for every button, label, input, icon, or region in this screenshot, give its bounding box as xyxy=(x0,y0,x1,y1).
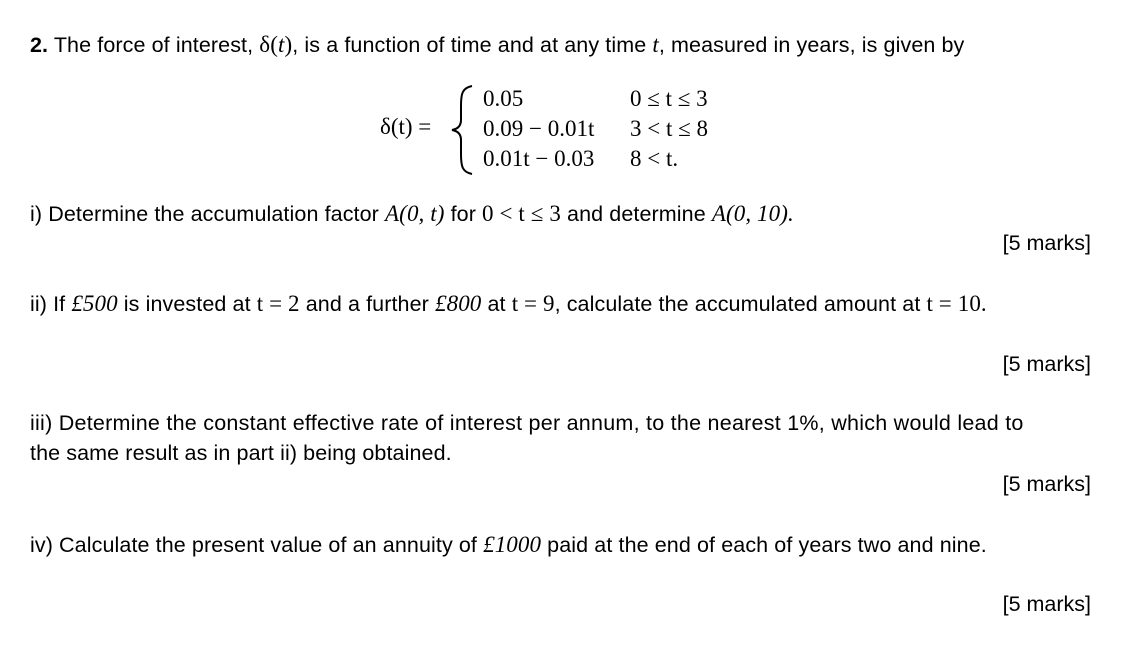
part-i-marks: [5 marks] xyxy=(1002,231,1091,255)
case-2-expression: 0.09 − 0.01t xyxy=(483,116,595,141)
part-iii-line-2: the same result as in part ii) being obtained. xyxy=(30,441,452,465)
case-1-expression: 0.05 xyxy=(483,86,524,111)
part-iv-text: iv) Calculate the present value of an annuity of £1000 paid at the end of each of years two and nine. xyxy=(30,532,987,557)
equation-lhs: δ(t) = xyxy=(380,114,432,139)
part-iii-marks: [5 marks] xyxy=(1002,472,1091,496)
question-number: 2. xyxy=(30,33,49,57)
part-ii-text: ii) If £500 is invested at t = 2 and a further £800 at t = 9, calculate the accumulated amount at t = 10. xyxy=(30,291,987,316)
part-iii-line-1: iii) Determine the constant effective rate of interest per annum, to the nearest 1%, which would lead to xyxy=(30,411,1024,435)
left-brace-icon xyxy=(448,84,476,176)
part-iv-marks: [5 marks] xyxy=(1002,592,1091,616)
case-1-condition: 0 ≤ t ≤ 3 xyxy=(630,86,708,111)
case-3-condition: 8 < t. xyxy=(630,146,679,171)
question-intro: 2. The force of interest, δ(t), is a function of time and at any time t, measured in years, is given by xyxy=(30,32,965,57)
part-i-text: i) Determine the accumulation factor A(0, t) for 0 < t ≤ 3 and determine A(0, 10). xyxy=(30,201,794,226)
case-3-expression: 0.01t − 0.03 xyxy=(483,146,595,171)
case-2-condition: 3 < t ≤ 8 xyxy=(630,116,708,141)
part-ii-marks: [5 marks] xyxy=(1002,352,1091,376)
